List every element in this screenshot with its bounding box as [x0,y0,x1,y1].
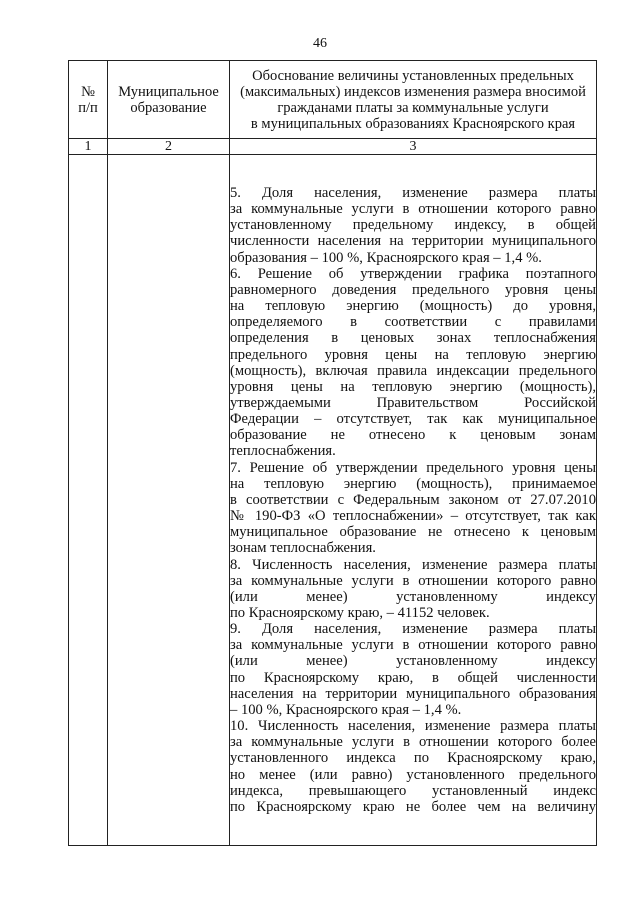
text-line: по Красноярскому краю не более чем на величину [230,798,596,815]
header-line: (максимальных) индексов изменения размера вносимой [240,83,586,100]
text-line: по Красноярскому краю, в общей численности [230,669,596,686]
text-line: на тепловую энергию (мощность), принимаемое [230,475,596,492]
text-line: № 190-ФЗ «О теплоснабжении» – отсутствует, так как [230,508,596,525]
text-line: индекса, превышающего установленный индекс [230,782,596,799]
header-line: Обоснование величины установленных предельных [252,67,574,84]
justification-cell [230,155,597,846]
header-line: образование [130,99,207,116]
text-line: образования – 100 %, Красноярского края – 1,4 %. [230,249,542,266]
page-number: 46 [313,36,327,51]
row-number-cell [69,155,108,846]
column-number-row [69,139,597,155]
header-justification [230,61,597,139]
column-number: 2 [108,139,230,155]
text-line: 5. Доля населения, изменение размера платы [230,184,596,201]
text-line: за коммунальные услуги в отношении которого равно [230,572,596,589]
text-line: численности населения на территории муниципального [230,233,596,250]
justification-item-5 [230,185,596,266]
column-number: 1 [69,139,108,155]
text-line: за коммунальные услуги в отношении которого равно [230,637,596,654]
justification-item-8 [230,557,596,622]
text-line: установленного индекса по Красноярскому краю, [230,750,596,767]
justification-item-10 [230,718,596,815]
header-line: гражданами платы за коммунальные услуги [277,99,549,116]
justification-table [68,60,597,846]
text-line: равномерного доведения предельного уровня цены [230,281,596,298]
text-line: зонам теплоснабжения. [230,540,376,557]
text-line: за коммунальные услуги в отношении которого равно [230,201,596,218]
column-number: 3 [230,139,597,155]
justification-item-7 [230,460,596,557]
text-line: 8. Численность населения, изменение размера платы [230,556,596,573]
text-line: – 100 %, Красноярского края – 1,4 %. [230,701,462,718]
text-line: уровня цены на тепловую энергию (мощность), [230,378,596,395]
text-line: теплоснабжения. [230,443,336,460]
text-line: определения в ценовых зонах теплоснабжения [230,330,596,347]
text-line: 10. Численность населения, изменение размера платы [230,718,596,735]
text-line: в соответствии с Федеральным законом от 27.07.2010 [230,491,596,508]
text-line: Федерации – отсутствует, так как муниципальное [230,411,596,428]
text-line: на тепловую энергию (мощность) до уровня, [230,298,596,315]
text-line: населения на территории муниципального образования [230,685,596,702]
text-line: (мощность), включая правила индексации предельного [230,362,596,379]
header-municipality [108,61,230,139]
text-line: утверждаемыми Правительством Российской [230,394,596,411]
justification-item-9 [230,621,596,718]
header-row-number [69,61,108,139]
text-line: 6. Решение об утверждении графика поэтапного [230,265,596,282]
text-line: образование не отнесено к ценовым зонам [230,427,596,444]
text-line: (или менее) установленному индексу [230,653,596,670]
text-line: за коммунальные услуги в отношении которого более [230,734,596,751]
header-line: Муниципальное [118,83,219,100]
table-row [69,155,597,846]
text-line: определяемого в соответствии с правилами [230,314,596,331]
text-line: предельного уровня цены на тепловую энергию [230,346,596,363]
header-line: п/п [78,99,98,116]
text-line: 7. Решение об утверждении предельного уровня цены [230,459,596,476]
municipality-cell [108,155,230,846]
header-line: в муниципальных образованиях Красноярского края [250,115,576,132]
justification-item-6 [230,266,596,460]
text-line: 9. Доля населения, изменение размера платы [230,621,596,638]
text-line: (или менее) установленному индексу [230,588,596,605]
text-line: муниципальное образование не отнесено к ценовым [230,524,596,541]
text-line: по Красноярскому краю, – 41152 человек. [230,605,490,622]
text-line: но менее (или равно) установленного предельного [230,766,596,783]
text-line: установленному предельному индексу, в общей [230,217,596,234]
table-header-row [69,61,597,139]
header-line: № [81,83,95,100]
